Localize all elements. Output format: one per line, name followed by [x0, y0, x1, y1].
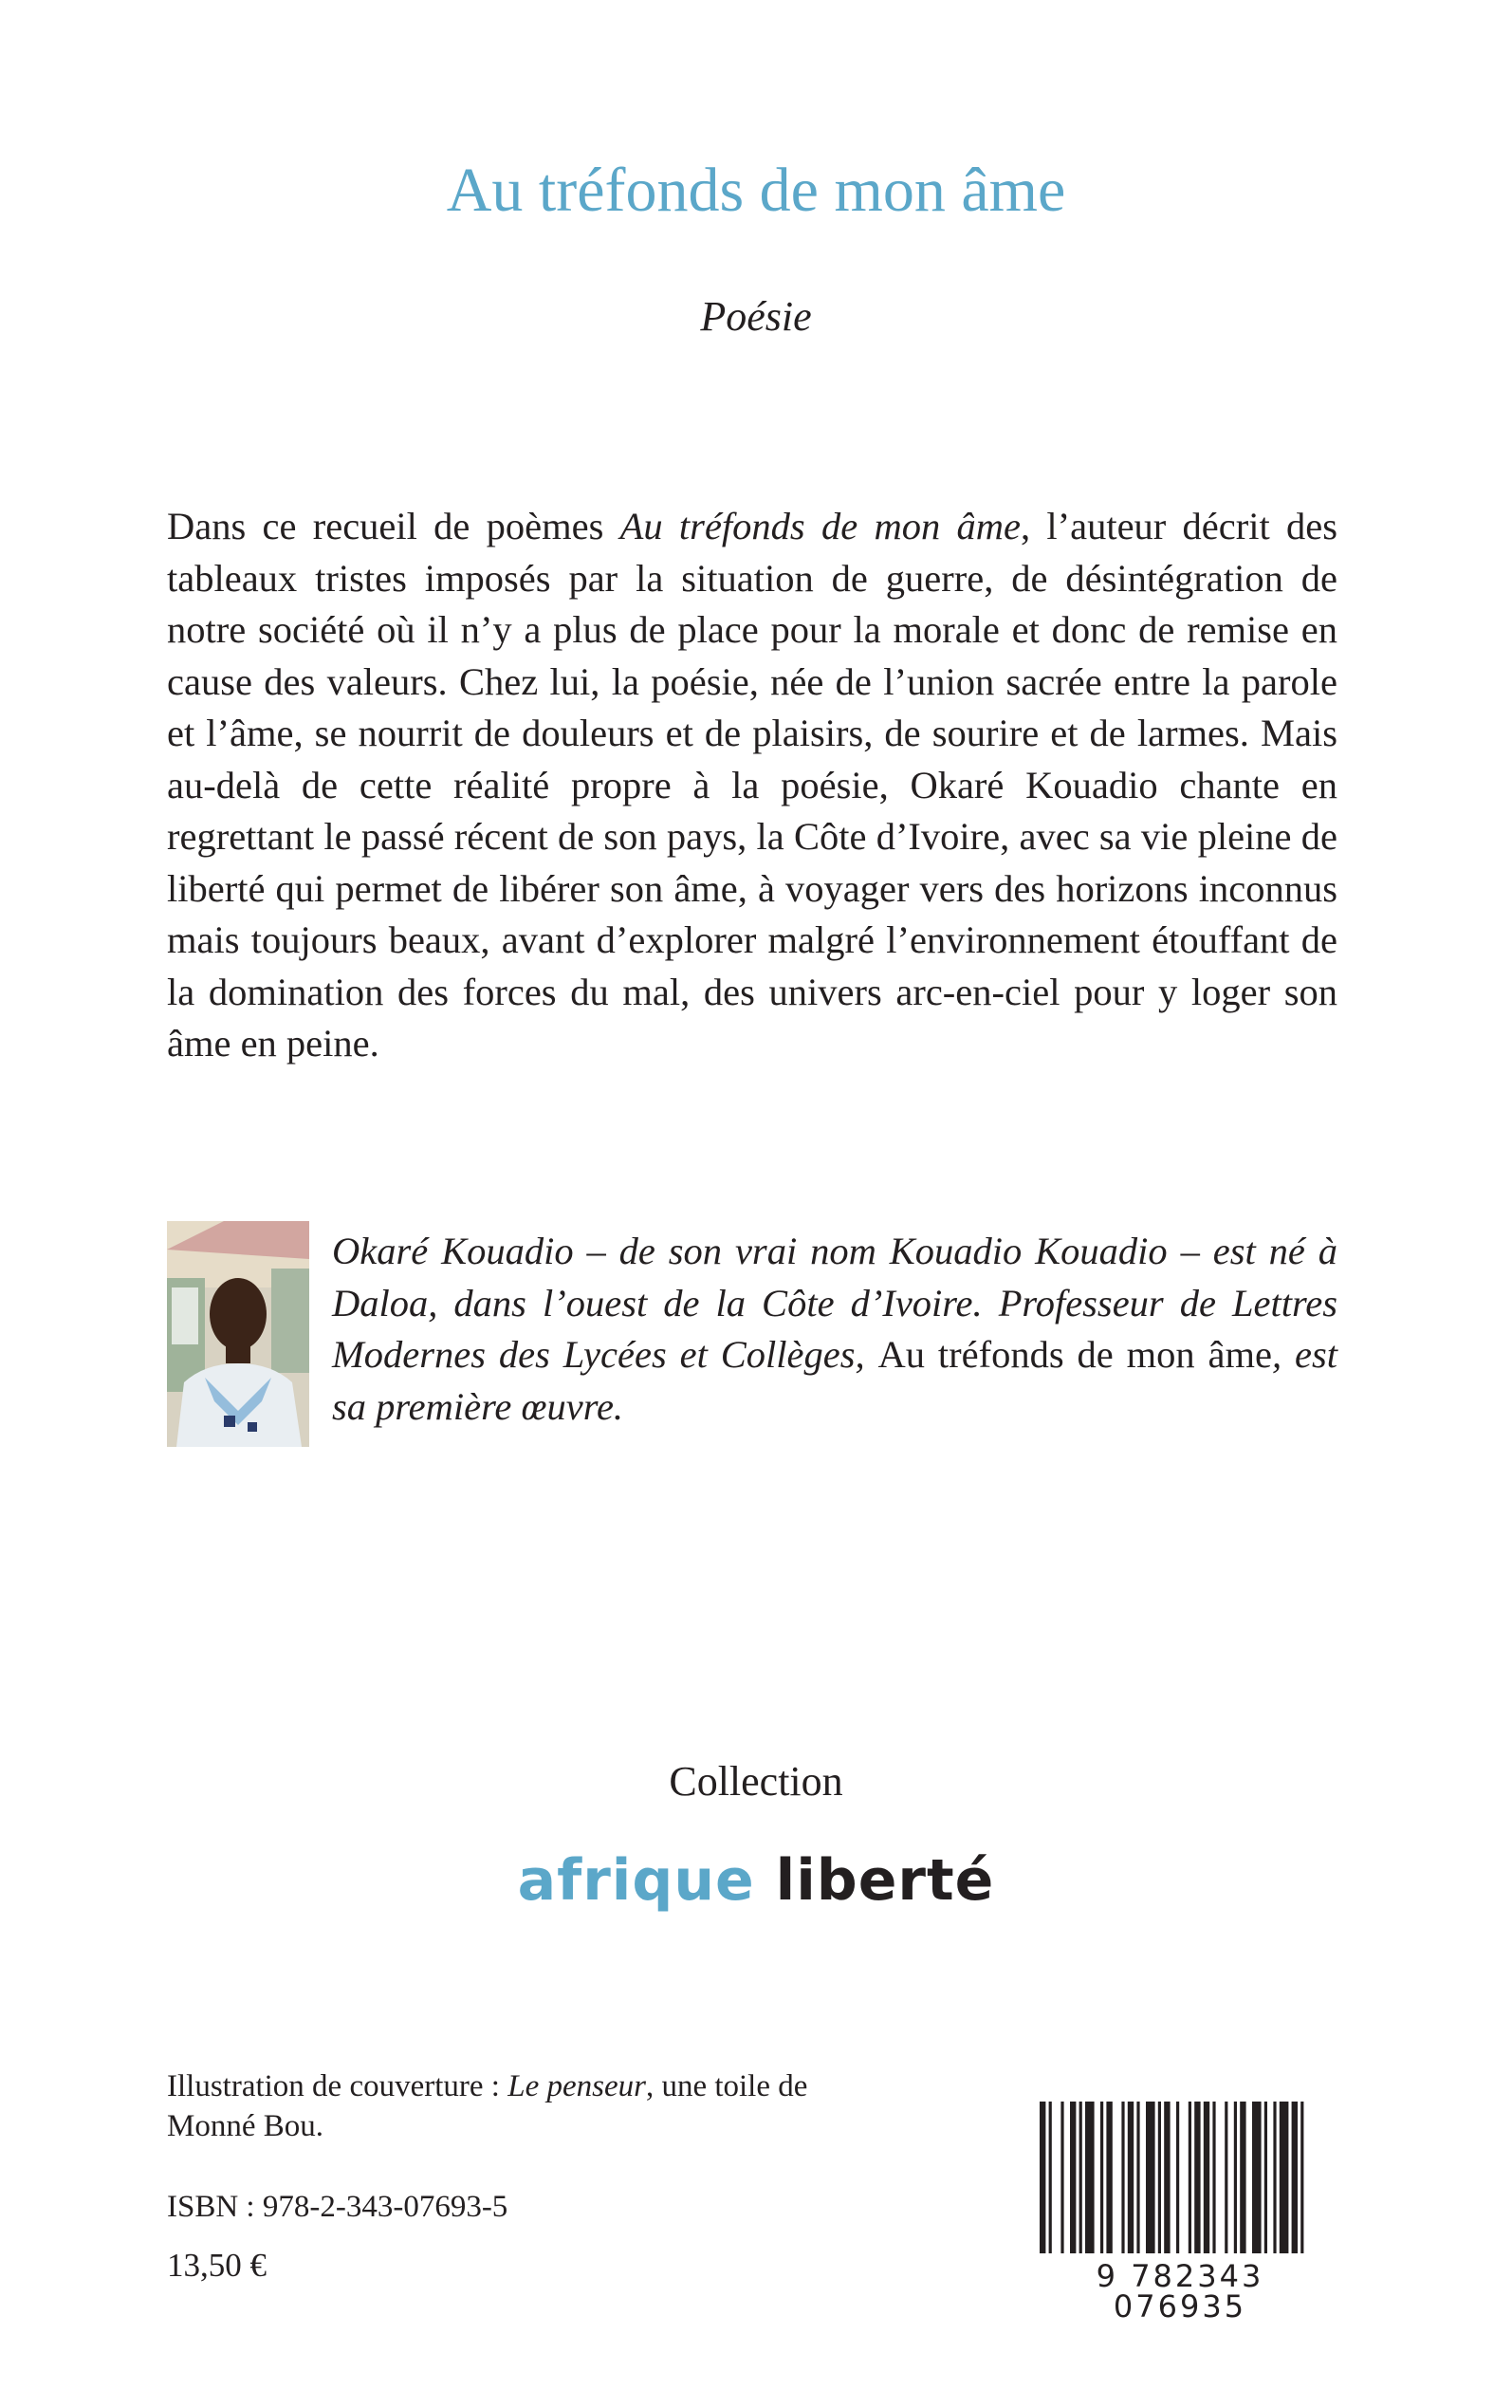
bio-book-title: Au tréfonds de mon âme [877, 1333, 1272, 1376]
barcode-bar [1164, 2102, 1170, 2253]
barcode-bar [1194, 2102, 1200, 2253]
price-label: 13,50 € [167, 2247, 267, 2284]
isbn-label: ISBN : 978-2-343-07693-5 [167, 2190, 508, 2224]
barcode-bar [1273, 2102, 1276, 2253]
barcode-bar [1292, 2102, 1298, 2253]
cover-credit [167, 2066, 888, 2146]
book-summary [167, 501, 1337, 1070]
barcode-bar [1079, 2102, 1082, 2253]
barcode-bar [1136, 2102, 1139, 2253]
book-title: Au tréfonds de mon âme [446, 156, 1066, 225]
barcode-bar [1128, 2102, 1134, 2253]
barcode-bar [1085, 2102, 1095, 2253]
barcode-bar [1300, 2102, 1303, 2253]
credit-artwork-title: Le penseur [507, 2069, 646, 2103]
barcode-bar [1280, 2102, 1289, 2253]
barcode-bar [1204, 2102, 1209, 2253]
summary-text-start: Dans ce recueil de poèmes [167, 505, 620, 547]
summary-text-end: , l’auteur décrit des tableaux tristes imposés par la situation de guerre, de désintégration de notre société où il n’y a plus de place pour la morale et donc de remise en cause des valeurs. Chez lui, la poésie, née de l’union sacrée entre la parole et l’âme, se nourrit de douleurs et de plaisirs, de sourire et de larmes. Mais au-delà de cette réalité propre à la poésie, Okaré Kouadio chante en regrettant le passé récent de son pays, la Côte d’Ivoire, avec sa vie pleine de liberté qui permet de libérer son âme, à voyager vers des horizons inconnus mais toujours beaux, avant d’explorer malgré l’environnement étouffant de la domination des forces du mal, des univers arc-en-ciel pour y loger son âme en peine. [167, 505, 1338, 1065]
barcode-bar [1252, 2102, 1262, 2253]
barcode-bar [1189, 2102, 1191, 2253]
barcode-bar [1060, 2102, 1063, 2253]
barcode-bar [1100, 2102, 1103, 2253]
barcode [1032, 2102, 1328, 2325]
barcode-bar [1158, 2102, 1161, 2253]
barcode-bar [1070, 2102, 1076, 2253]
barcode-bar [1212, 2102, 1215, 2253]
barcode-bar [1040, 2102, 1045, 2253]
author-photo [167, 1221, 309, 1447]
barcode-bar [1240, 2102, 1245, 2253]
bio-text-end: , est sa première œuvre. [332, 1333, 1337, 1428]
barcode-bar [1121, 2102, 1124, 2253]
genre-label: Poésie [700, 293, 812, 340]
collection-word-liberte: liberté [775, 1847, 995, 1914]
author-bio [332, 1226, 1337, 1433]
barcode-bar [1234, 2102, 1237, 2253]
barcode-number: 9 782343 076935 [1096, 2258, 1264, 2325]
credit-text-start: Illustration de couverture : [167, 2069, 508, 2103]
credit-text-end: , une toile de Monné Bou. [167, 2069, 808, 2143]
barcode-bar [1049, 2102, 1052, 2253]
barcode-bar [1106, 2102, 1112, 2253]
barcode-bar [1225, 2102, 1227, 2253]
bio-text-start: Okaré Kouadio – de son vrai nom Kouadio Kouadio – est né à Daloa, dans l’ouest de la Côte d’Ivoire. Professeur de Lettres Modernes des Lycées et Collèges, [332, 1230, 1337, 1376]
collection-word-afrique: afrique [517, 1847, 755, 1914]
barcode-bar [1264, 2102, 1267, 2253]
barcode-bars-icon [1032, 2102, 1328, 2257]
summary-book-title: Au tréfonds de mon âme [619, 505, 1021, 547]
author-portrait-icon [167, 1221, 309, 1447]
barcode-bar [1176, 2102, 1179, 2253]
collection-label: Collection [669, 1758, 843, 1805]
collection-logo [0, 1847, 1512, 1914]
barcode-bar [1146, 2102, 1155, 2253]
